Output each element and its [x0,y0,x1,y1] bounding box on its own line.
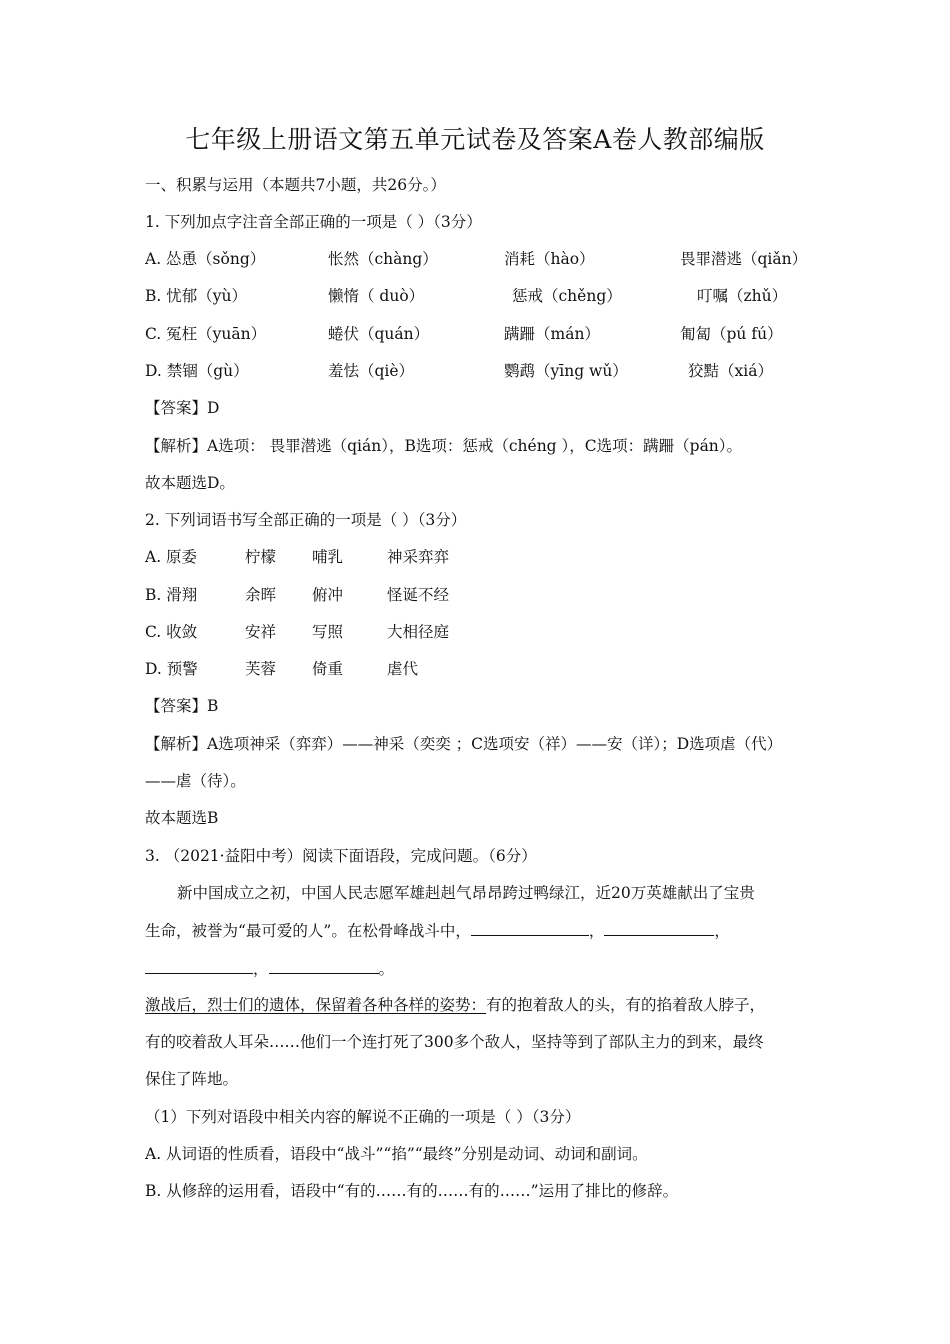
q3-passage-line6: 保住了阵地。 [145,1070,239,1088]
q1-option-c-word2: 蜷伏（quán） [328,325,430,343]
q1-option-a-word4: 畏罪潜逃（qiǎn） [680,250,808,268]
q3-passage-line5: 有的咬着敌人耳朵……他们一个连打死了300多个敌人，坚持等到了部队主力的到来，最终 [145,1033,764,1051]
q2-conclusion: 故本题选B [145,809,219,827]
q2-option-b-word1: B. 滑翔 [145,586,198,604]
q1-option-b-word1: B. 忧郁（yù） [145,287,247,305]
q2-answer: 【答案】B [145,697,219,715]
q2-option-c-word1: C. 收敛 [145,623,198,641]
q2-option-c-word4: 大相径庭 [387,623,450,641]
q1-option-d-word4: 狡黠（xiá） [688,362,773,380]
q1-stem: 1. 下列加点字注音全部正确的一项是（ ）（3分） [145,213,482,231]
section-heading: 一、积累与运用（本题共7小题，共26分。） [145,176,446,194]
q1-option-a-word1: A. 怂恿（sǒng） [145,250,266,268]
answer-blank-3[interactable] [145,957,253,974]
q1-conclusion: 故本题选D。 [145,474,235,492]
underlined-sentence: 激战后，烈士们的遗体，保留着各种各样的姿势： [145,996,487,1014]
q1-option-a-word2: 怅然（chàng） [328,250,438,268]
q1-option-c-word1: C. 冤枉（yuān） [145,325,267,343]
q1-option-d-word1: D. 禁锢（gù） [145,362,249,380]
q2-option-b-word2: 余晖 [245,586,277,604]
q2-option-d-word3: 倚重 [312,660,344,678]
q2-option-d-word2: 芙蓉 [245,660,277,678]
page-title: 七年级上册语文第五单元试卷及答案A卷人教部编版 [185,125,765,154]
q2-option-a-word2: 柠檬 [245,548,277,566]
q2-option-c-word3: 写照 [312,623,344,641]
q3-stem: 3. （2021·益阳中考）阅读下面语段，完成问题。（6分） [145,847,537,865]
q2-option-a-word4: 神采弈弈 [387,548,450,566]
answer-blank-4[interactable] [269,957,379,974]
q2-option-d-word4: 虐代 [387,660,419,678]
q2-option-d-word1: D. 预警 [145,660,198,678]
q1-option-b-word4: 叮嘱（zhǔ） [697,287,788,305]
q2-option-c-word2: 安祥 [245,623,277,641]
q3-passage-line2 [145,919,730,942]
comma-2: ， [714,922,730,940]
q2-option-b-word4: 怪诞不经 [387,586,450,604]
q2-option-a-word1: A. 原委 [145,548,198,566]
q2-stem: 2. 下列词语书写全部正确的一项是（ ）（3分） [145,511,467,529]
answer-blank-2[interactable] [604,919,714,936]
q2-analysis-line1: 【解析】A选项神采（弈弈）——神采（奕奕 ；C选项安（祥）——安（详）；D选项虐（代） [145,735,783,753]
q2-option-a-word3: 哺乳 [312,548,344,566]
q3-passage-line1: 新中国成立之初，中国人民志愿军雄赳赳气昂昂跨过鸭绿江，近20万英雄献出了宝贵 [177,884,755,902]
q1-option-b-word2: 懒惰（ duò） [328,287,425,305]
comma-1: ， [588,922,605,940]
q1-option-d-word2: 羞怯（qiè） [328,362,415,380]
q1-option-c-word3: 蹒跚（mán） [504,325,600,343]
q2-analysis-line2: ——虐（待）。 [145,772,246,790]
q3-sub1-option-b: B. 从修辞的运用看，语段中“有的……有的……有的……”运用了排比的修辞。 [145,1182,679,1200]
q3-sub1-stem: （1）下列对语段中相关内容的解说不正确的一项是（ ）（3分） [145,1108,581,1126]
q1-option-a-word3: 消耗（hào） [504,250,595,268]
q1-option-b-word3: 惩戒（chěng） [512,287,622,305]
q2-option-b-word3: 俯冲 [312,586,344,604]
q3-passage-line4 [145,994,765,1016]
q3-passage-line2-text: 生命，被誉为“最可爱的人”。在松骨峰战斗中， [145,922,471,940]
comma-3: ， [253,960,269,978]
period: 。 [378,960,395,978]
passage-continuation: 有的抱着敌人的头，有的掐着敌人脖子， [486,996,766,1014]
q1-analysis: 【解析】A选项： 畏罪潜逃（qián），B选项：惩戒（chéng ），C选项：蹒跚（pán）。 [145,437,743,455]
q1-option-d-word3: 鹦鹉（yīng wǔ） [504,362,628,380]
answer-blank-1[interactable] [471,919,589,936]
q1-answer: 【答案】D [145,399,220,417]
q3-sub1-option-a: A. 从词语的性质看，语段中“战斗”“掐”“最终”分别是动词、动词和副词。 [145,1145,648,1163]
q1-option-c-word4: 匍匐（pú fú） [680,325,783,343]
q3-passage-line3 [145,957,394,980]
